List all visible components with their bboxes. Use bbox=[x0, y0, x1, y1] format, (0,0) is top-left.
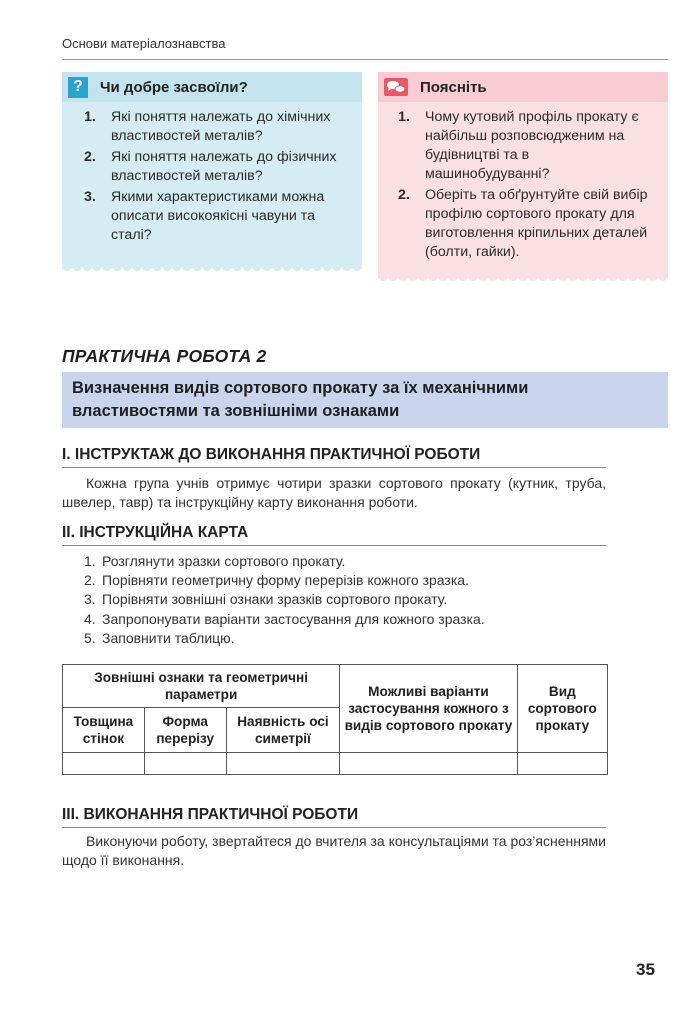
table-cell bbox=[226, 753, 340, 775]
table-header-wall-thickness: Товщина стінок bbox=[63, 708, 145, 753]
table-header-uses: Можливі варіанти застосування кожного з видів сортового прокату bbox=[340, 665, 517, 753]
table-cell bbox=[340, 753, 517, 775]
list-item: 1. Розглянути зразки сортового прокату. bbox=[84, 553, 346, 569]
list-item: 2. Порівняти геометричну форму перерізів кожного зразка. bbox=[84, 572, 469, 589]
table-cell bbox=[144, 753, 226, 775]
table-cell bbox=[63, 753, 145, 775]
list-item: 4. Запропонувати варіанти застосування для кожного зразка. bbox=[84, 610, 485, 627]
table-header-section-shape: Форма перерізу bbox=[144, 708, 226, 753]
practical-work-title: ПРАКТИЧНА РОБОТА 2 bbox=[62, 346, 267, 366]
explain-box bbox=[378, 72, 668, 278]
review-questions-list bbox=[62, 108, 362, 245]
explain-questions-list bbox=[378, 108, 668, 262]
review-questions-box bbox=[62, 72, 362, 268]
table-cell bbox=[517, 753, 607, 775]
review-box-title: Чи добре засвоїли? bbox=[100, 78, 248, 96]
explain-box-header bbox=[378, 72, 668, 102]
table-header-type: Вид сортового прокату bbox=[517, 665, 607, 753]
table-header-external-features: Зовнішні ознаки та геометричні параметри bbox=[63, 665, 340, 708]
section-heading-card: ІІ. ІНСТРУКЦІЙНА КАРТА bbox=[62, 524, 606, 546]
review-box-header bbox=[62, 72, 362, 102]
explain-box-title: Поясніть bbox=[420, 78, 487, 96]
list-item: 5. Заповнити таблицю. bbox=[84, 629, 235, 646]
page-number: 35 bbox=[636, 960, 655, 979]
list-item: 3. Порівняти зовнішні ознаки зразків сортового прокату. bbox=[84, 591, 448, 608]
execution-paragraph: Виконуючи роботу, звертайтеся до вчителя за консультаціями та роз’ясненнями щодо її виконання. bbox=[62, 833, 606, 868]
list-item: 1. Чому кутовий профіль прокату є найбільш розповсюдженим на будівництві та в машинобудуванні? bbox=[398, 109, 639, 182]
list-item: 2. Оберіть та обґрунтуйте свій вибір профілю сортового прокату для виготовлення кріпильних деталей (болти, гайки). bbox=[398, 187, 648, 260]
list-item: 2. Які поняття належать до фізичних властивостей металів? bbox=[84, 149, 337, 184]
question-icon: ? bbox=[68, 77, 88, 98]
list-item: 1. Які поняття належать до хімічних властивостей металів? bbox=[84, 109, 331, 144]
practical-work-subtitle: Визначення видів сортового прокату за їх механічними властивостями та зовнішніми ознаками bbox=[62, 372, 668, 428]
zigzag-edge bbox=[378, 276, 668, 284]
list-item: 3. Якими характеристиками можна описати високоякісні чавуни та сталі? bbox=[84, 189, 325, 243]
table-row bbox=[63, 753, 608, 775]
zigzag-edge bbox=[62, 266, 362, 274]
section-heading-instruction: І. ІНСТРУКТАЖ ДО ВИКОНАННЯ ПРАКТИЧНОЇ РОБОТИ bbox=[62, 446, 606, 468]
section-heading-execution: ІІІ. ВИКОНАННЯ ПРАКТИЧНОЇ РОБОТИ bbox=[62, 806, 606, 828]
running-header: Основи матеріалознавства bbox=[62, 36, 668, 60]
chat-bubbles-icon bbox=[384, 77, 408, 97]
table-header-symmetry-axis: Наявність осі симетрії bbox=[226, 708, 340, 753]
instruction-paragraph: Кожна група учнів отримує чотири зразки сортового прокату (кутник, труба, швелер, тавр) та інструкційну карту виконання роботи. bbox=[62, 475, 606, 510]
instruction-steps bbox=[84, 552, 485, 648]
results-table bbox=[62, 664, 608, 775]
